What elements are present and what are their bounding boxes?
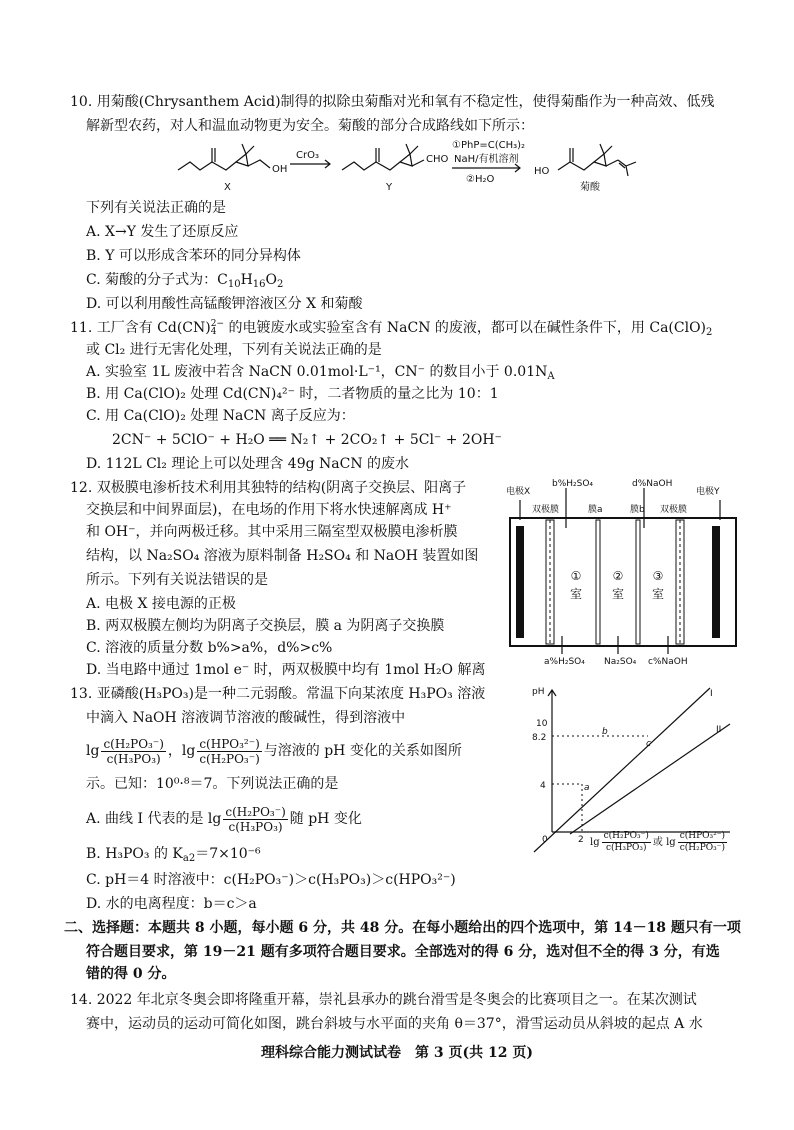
q12-line4: 结构，以 Na₂SO₄ 溶液为原料制备 H₂SO₄ 和 NaOH 装置如图 xyxy=(86,548,479,564)
q10-option-b: B. Y 可以形成含苯环的同分异构体 xyxy=(86,248,301,264)
electrode-x-label: 电极X xyxy=(506,487,531,497)
reagent-wittig: ①PhP=C(CH₃)₂ xyxy=(452,140,526,151)
chamber-3-number: ③ xyxy=(652,569,664,583)
q12-option-d: D. 当电路中通过 1mol e⁻ 时，两双极膜中均有 1mol H₂O 解离 xyxy=(86,662,486,678)
top-h2so4-label: b%H₂SO₄ xyxy=(552,479,594,489)
q11-option-a: A. 实验室 1L 废液中若含 NaCN 0.01mol·L⁻¹，CN⁻ 的数目小于 $0.01N_A$ xyxy=(86,364,555,382)
label-cho: CHO xyxy=(426,154,449,165)
bottom-na2so4-label: Na₂SO₄ xyxy=(604,657,637,667)
q13-line4: 示。已知：10⁰·⁸＝7。下列说法正确的是 xyxy=(86,776,339,792)
q13-graph-xlabel: lg $\frac{\text{c(H₂PO₃⁻)}}{\text{c(H₃PO₃)}}$ 或 lg $\frac{\text{c(HPO₃²⁻)}}{\text{c(H₂PO₃⁻)}}$ xyxy=(590,831,726,853)
point-a: a xyxy=(584,783,590,793)
graph-ylabel: pH xyxy=(532,687,545,697)
label-x: X xyxy=(224,182,231,193)
q12-option-a: A. 电极 X 接电源的正极 xyxy=(86,596,236,612)
q12-option-b: B. 两双极膜左侧均为阴离子交换层，膜 a 为阴离子交换膜 xyxy=(86,618,445,634)
membrane-a-label: 膜a xyxy=(588,505,603,515)
q12-option-c: C. 溶液的质量分数 b%>a%，d%>c% xyxy=(86,640,333,656)
curve-1-label: I xyxy=(710,689,713,699)
q12-line3: 和 OH⁻，并向两极迁移。其中采用三隔室型双极膜电渗析膜 xyxy=(86,524,458,540)
graph-origin: 0 xyxy=(542,835,548,845)
bpm-right-label: 双极膜 xyxy=(660,505,688,515)
bpm-left-label: 双极膜 xyxy=(532,505,560,515)
q12-line2: 交换层和中间界面层)，在电场的作用下将水快速解离成 H⁺ xyxy=(86,502,452,518)
section2-line1: 二、选择题：本题共 8 小题，每小题 6 分，共 48 分。在每小题给出的四个选项中，第 14－18 题只有一项 xyxy=(64,920,741,936)
electrode-y-label: 电极Y xyxy=(696,487,720,497)
label-acid: 菊酸 xyxy=(580,182,600,193)
section2-line2: 符合题目要求，第 19－21 题有多项符合题目要求。全部选对的得 6 分，选对但不全的得 3 分，有选 xyxy=(86,944,720,960)
graph-y82: 8.2 xyxy=(532,733,547,743)
q14-line2: 赛中，运动员的运动可简化如图，跳台斜坡与水平面的夹角 θ＝37°，滑雪运动员从斜坡的起点 A 水 xyxy=(86,1016,703,1032)
curve-2-label: II xyxy=(716,725,722,735)
chamber-1-number: ① xyxy=(570,569,582,583)
graph-y10: 10 xyxy=(536,719,548,729)
q11-line1: 11. 工厂含有 Cd(CN) 2− 4 的电镀废水或实验室含有 NaCN 的废液，都可以在碱性条件下，用 $Ca(ClO)_2$ xyxy=(70,319,713,338)
label-ho: HO xyxy=(534,166,550,177)
q13-line3: lg $\frac{\text{c(H₂PO₃⁻)}}{\text{c(H₃PO₃)}}$ ，lg $\frac{\text{c(HPO₃²⁻)}}{\text{c(H₂PO₃⁻)}}$ 与溶液的 pH 变化的关系如图所 xyxy=(86,736,462,766)
q13-line2: 中滴入 NaOH 溶液调节溶液的酸碱性，得到溶液中 xyxy=(86,710,406,726)
point-b: b xyxy=(602,727,608,737)
q10-stem: 下列有关说法正确的是 xyxy=(86,200,226,216)
reagent-water: ②H₂O xyxy=(466,174,495,185)
label-y: Y xyxy=(386,182,393,193)
graph-x2: 2 xyxy=(578,835,584,845)
q13-line1: 13. 亚磷酸(H₃PO₃)是一种二元弱酸。常温下向某浓度 H₃PO₃ 溶液 xyxy=(70,686,486,702)
q10-option-d: D. 可以利用酸性高锰酸钾溶液区分 X 和菊酸 xyxy=(86,296,363,312)
chamber-2-number: ② xyxy=(612,569,624,583)
membrane-b-label: 膜b xyxy=(630,505,645,515)
q11-line2: 或 Cl₂ 进行无害化处理，下列有关说法正确的是 xyxy=(86,342,382,358)
chamber-1-room: 室 xyxy=(569,587,583,601)
section2-line3: 错的得 0 分。 xyxy=(86,966,176,982)
graph-y4: 4 xyxy=(540,781,546,791)
q11-equation: 2CN⁻ + 5ClO⁻ + H₂O ══ N₂↑ + 2CO₂↑ + 5Cl⁻ + 2OH⁻ xyxy=(112,432,502,448)
bottom-h2so4-label: a%H₂SO₄ xyxy=(544,657,585,667)
q10-option-c: C. 菊酸的分子式为：$C_{10}H_{16}O_2$ xyxy=(86,272,284,290)
q12-line5: 所示。下列有关说法错误的是 xyxy=(86,572,268,588)
bottom-naoh-label: c%NaOH xyxy=(648,657,688,667)
q10-line2: 解新型农药，对人和温血动物更为安全。菊酸的部分合成路线如下所示： xyxy=(86,118,534,134)
chamber-2-room: 室 xyxy=(611,587,625,601)
point-c: c xyxy=(646,739,651,749)
q12-electrodialysis-figure xyxy=(504,476,744,672)
q13-option-d: D. 水的电离程度：b＝c＞a xyxy=(86,896,257,912)
q12-line1: 12. 双极膜电渗析技术利用其独特的结构(阴离子交换层、阳离子 xyxy=(70,480,467,496)
q13-option-b: B. H₃PO₃ 的 $K_{a2}=7\times 10^{-6}$ xyxy=(86,846,261,864)
q13-option-c: C. pH＝4 时溶液中：c(H₂PO₃⁻)＞c(H₃PO₃)＞c(HPO₃²⁻) xyxy=(86,872,456,888)
page-footer: 理科综合能力测试试卷 第 3 页(共 12 页) xyxy=(261,1045,533,1061)
top-naoh-label: d%NaOH xyxy=(632,479,673,489)
q11-option-d: D. 112L Cl₂ 理论上可以处理含 49g NaCN 的废水 xyxy=(86,456,410,472)
q10-line1: 10. 用菊酸(Chrysanthem Acid)制得的拟除虫菊酯对光和氧有不稳定性，使得菊酯作为一种高效、低残 xyxy=(70,94,715,110)
label-oh: OH xyxy=(272,164,288,175)
q10-option-a: A. X→Y 发生了还原反应 xyxy=(86,224,239,240)
chamber-3-room: 室 xyxy=(651,587,665,601)
reagent-nah: NaH/有机溶剂 xyxy=(454,154,519,165)
q14-line1: 14. 2022 年北京冬奥会即将隆重开幕，崇礼县承办的跳台滑雪是冬奥会的比赛项目之一。在某次测试 xyxy=(70,992,697,1008)
q10-synthesis-scheme xyxy=(170,138,640,196)
reagent-cro3: CrO₃ xyxy=(296,150,319,161)
q11-option-c: C. 用 Ca(ClO)₂ 处理 NaCN 离子反应为： xyxy=(86,408,355,424)
q13-option-a: A. 曲线 Ⅰ 代表的是 lg $\frac{\text{c(H₂PO₃⁻)}}{\text{c(H₃PO₃)}}$ 随 pH 变化 xyxy=(86,804,362,834)
q11-option-b: B. 用 Ca(ClO)₂ 处理 Cd(CN)₄²⁻ 时，二者物质的量之比为 10：1 xyxy=(86,386,499,402)
